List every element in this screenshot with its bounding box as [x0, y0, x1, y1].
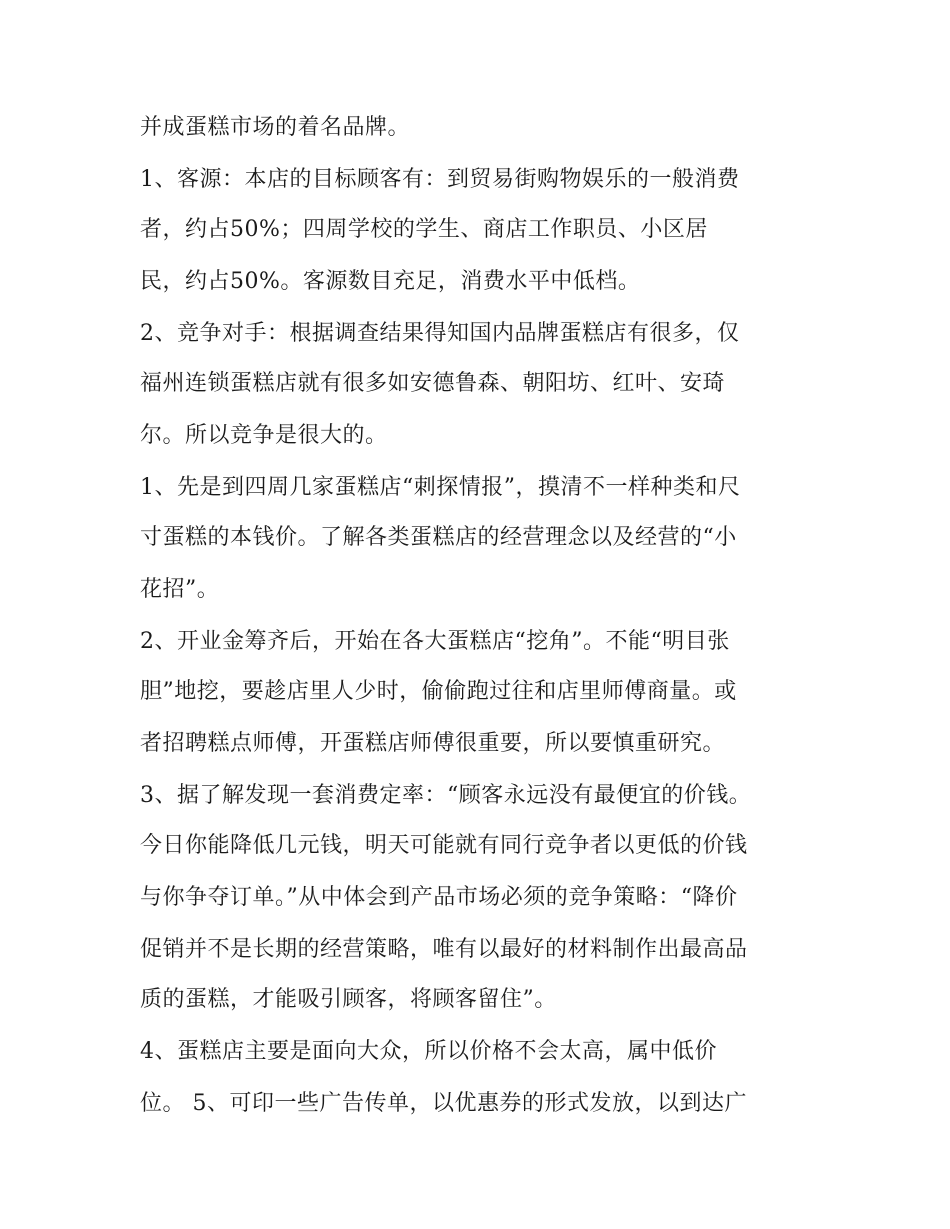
text-line: 2、开业金筹齐后，开始在各大蛋糕店“挖角”。不能“明目张 [140, 629, 730, 654]
text-line: 与你争夺订单。”从中体会到产品市场必须的竞争策略：“降价 [140, 885, 738, 910]
text-line: 质的蛋糕，才能吸引顾客，将顾客留住”。 [140, 987, 557, 1012]
text-line: 3、据了解发现一套消费定率：“顾客永远没有最便宜的价钱。 [140, 783, 752, 808]
text-line: 促销并不是长期的经营策略，唯有以最好的材料制作出最高品 [140, 937, 748, 962]
text-line: 者招聘糕点师傅，开蛋糕店师傅很重要，所以要慎重研究。 [140, 731, 726, 756]
text-line: 位。 5、可印一些广告传单，以优惠券的形式发放，以到达广 [140, 1091, 747, 1116]
text-line: 4、蛋糕店主要是面向大众，所以价格不会太高，属中低价 [140, 1039, 717, 1064]
text-line: 胆”地挖，要趁店里人少时，偷偷跑过往和店里师傅商量。或 [140, 679, 737, 704]
text-line: 1、先是到四周几家蛋糕店“刺探情报”，摸清不一样种类和尺 [140, 475, 741, 500]
text-line: 福州连锁蛋糕店就有很多如安德鲁森、朝阳坊、红叶、安琦 [140, 371, 726, 396]
text-line: 2、竞争对手：根据调查结果得知国内品牌蛋糕店有很多，仅 [140, 321, 740, 346]
text-line: 寸蛋糕的本钱价。了解各类蛋糕店的经营理念以及经营的“小 [140, 525, 737, 550]
text-line: 并成蛋糕市场的着名品牌。 [140, 115, 411, 140]
text-line: 今日你能降低几元钱，明天可能就有同行竞争者以更低的价钱 [140, 833, 748, 858]
text-line: 花招”。 [140, 577, 220, 602]
text-line: 1、客源：本店的目标顾客有：到贸易街购物娱乐的一般消费 [140, 167, 740, 192]
text-line: 尔。所以竞争是很大的。 [140, 423, 388, 448]
text-line: 民，约占50%。客源数目充足，消费水平中低档。 [140, 269, 641, 294]
text-line: 者，约占50%；四周学校的学生、商店工作职员、小区居 [140, 217, 708, 242]
